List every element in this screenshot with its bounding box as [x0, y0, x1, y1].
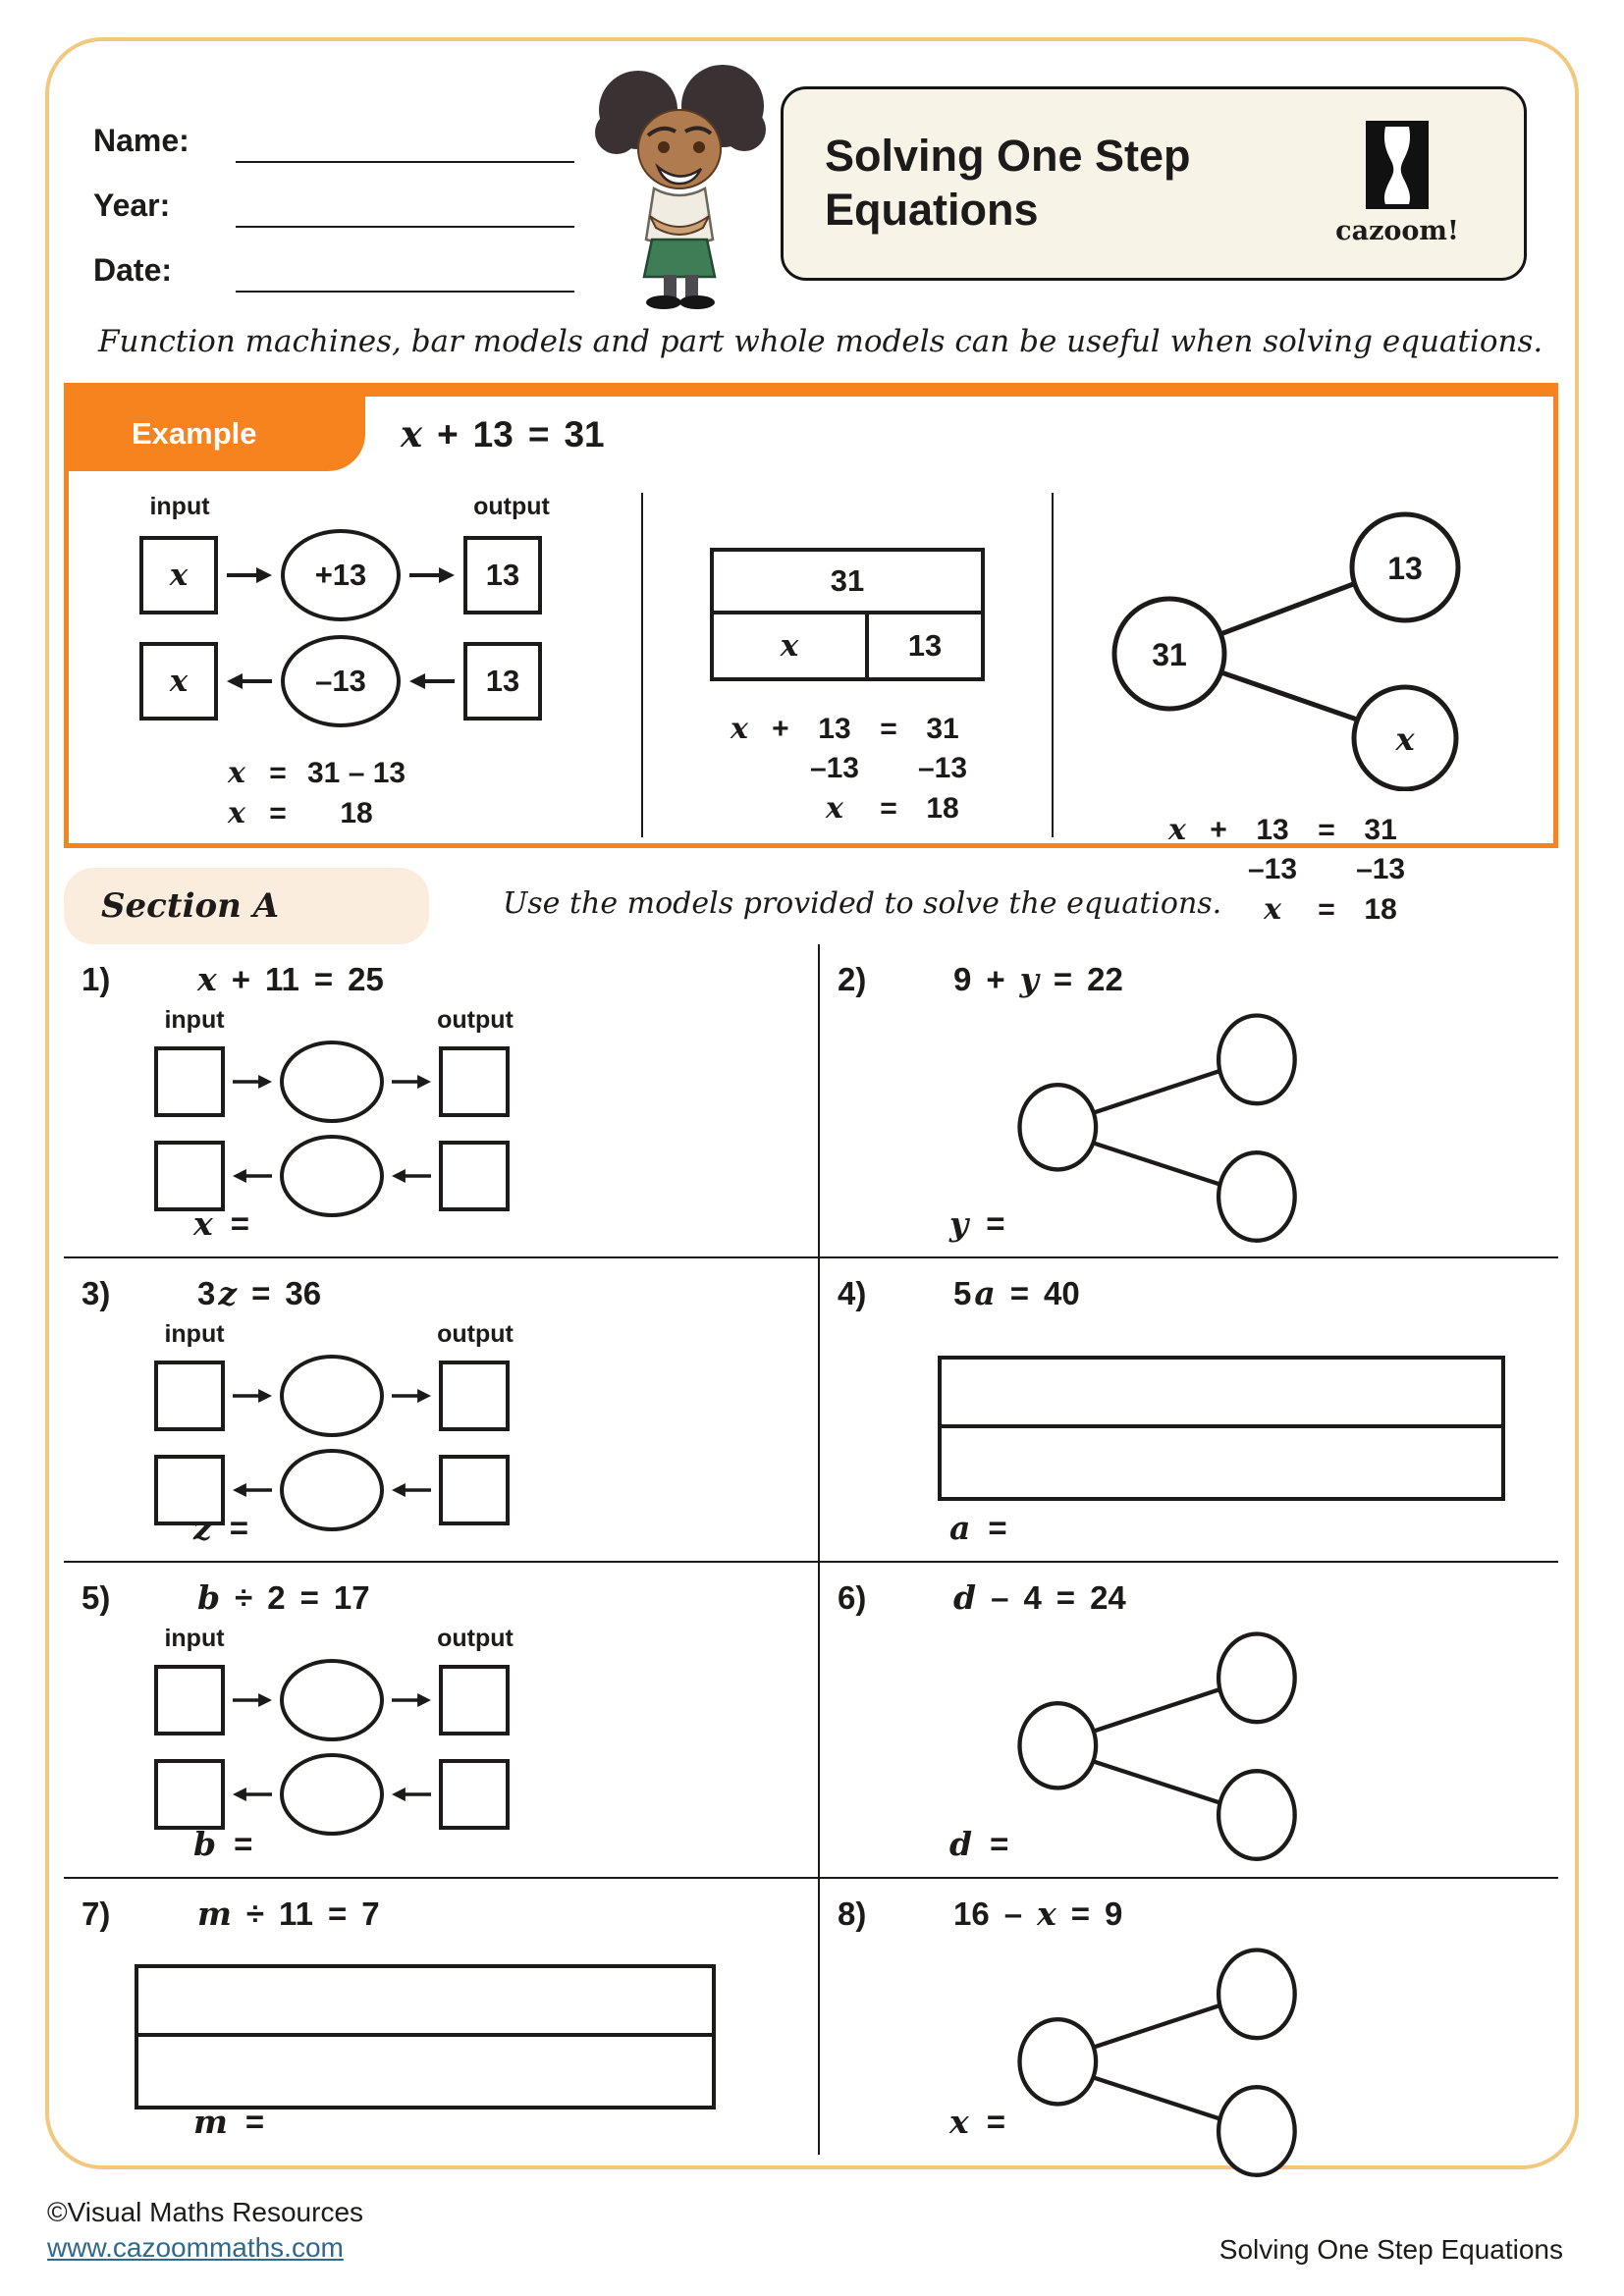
arrow-right-icon [392, 1691, 431, 1709]
bar-working: x + 13 = 31 –13 –13 x = 18 [730, 712, 968, 826]
arrow-left-icon [233, 1481, 272, 1499]
machine-output-box [439, 1046, 510, 1117]
svg-text:31: 31 [1152, 637, 1187, 672]
section-a-instruction: Use the models provided to solve the equations. [503, 886, 1222, 921]
answer-equals: = [234, 1826, 253, 1862]
bar-part: x [714, 614, 869, 677]
function-machine-blank [154, 1625, 818, 1836]
example-tab: Example [69, 397, 365, 471]
answer-line [949, 2103, 1005, 2141]
machine-input-box [154, 1361, 225, 1431]
part-whole-circle [1020, 1085, 1097, 1169]
bar-model [710, 548, 985, 681]
problem-equation: x + 11 = 25 [197, 960, 384, 998]
arrow-left-icon [233, 1786, 272, 1803]
problem-number: 2) [838, 961, 867, 997]
problem-cell [820, 944, 1558, 1258]
problem-model [64, 1964, 818, 2109]
machine-op-ellipse [280, 1449, 384, 1531]
answer-equals: = [230, 1205, 249, 1242]
svg-text:x: x [1395, 721, 1415, 758]
machine-output-box [439, 1759, 510, 1830]
problem-cell [64, 944, 820, 1258]
name-field-row [93, 98, 584, 163]
machine-working: x = 31 – 13 x = 18 [228, 756, 406, 830]
output-label: output [437, 1320, 514, 1348]
input-label: input [164, 1625, 225, 1652]
machine-input-box [154, 1046, 225, 1117]
machine-input-box: x [139, 536, 218, 614]
answer-line [193, 1825, 252, 1863]
problem-cell [64, 1879, 820, 2155]
input-label: input [149, 493, 210, 520]
intro-text: Function machines, bar models and part whole models can be useful when solving equations. [98, 324, 1543, 359]
part-whole-blank [965, 1619, 1387, 1864]
answer-line [949, 1509, 1007, 1547]
problem-equation: 16 – x = 9 [953, 1895, 1123, 1933]
machine-output-box [439, 1665, 510, 1735]
part-whole-circle [1218, 1016, 1295, 1104]
machine-output-box [439, 1141, 510, 1211]
answer-variable: x [949, 2103, 969, 2141]
answer-line [949, 1825, 1008, 1863]
logo-text: cazoom! [1335, 216, 1459, 246]
answer-variable: y [949, 1204, 969, 1243]
answer-equals: = [244, 2104, 265, 2140]
output-label: output [437, 1625, 514, 1652]
footer-doc-title: Solving One Step Equations [1218, 2234, 1563, 2265]
problem-model [820, 1356, 1558, 1501]
machine-op-ellipse: –13 [281, 635, 401, 727]
arrow-left-icon [233, 1167, 272, 1185]
year-field-line [236, 188, 574, 228]
arrow-right-icon [392, 1073, 431, 1091]
arrow-left-icon [392, 1481, 431, 1499]
machine-output-box: 13 [463, 536, 542, 614]
problem-model [64, 1320, 818, 1531]
answer-equals: = [986, 1205, 1005, 1242]
machine-backward-row [139, 635, 641, 727]
part-whole-circle [1020, 2019, 1097, 2104]
arrow-right-icon [227, 566, 272, 584]
part-whole-circle [1218, 2087, 1295, 2175]
function-machine-blank [154, 1320, 818, 1531]
title-box [781, 86, 1527, 281]
arrow-right-icon [409, 566, 455, 584]
arrow-right-icon [233, 1691, 272, 1709]
output-label: output [437, 1006, 514, 1034]
problem-equation: 3 z = 36 [197, 1274, 322, 1312]
answer-equals: = [990, 1826, 1009, 1862]
machine-input-box [154, 1759, 225, 1830]
machine-input-box [154, 1665, 225, 1735]
problem-number: 5) [81, 1579, 111, 1616]
date-field-label: Date: [93, 252, 173, 288]
problem-equation: d – 4 = 24 [953, 1578, 1126, 1617]
answer-line [193, 1509, 248, 1547]
problem-number: 3) [81, 1275, 111, 1311]
part-whole-circle [1218, 1634, 1295, 1723]
problem-equation: 5 a = 40 [953, 1274, 1080, 1312]
part-whole-blank [965, 1935, 1387, 2180]
function-machine-blank [154, 1006, 818, 1217]
part-whole-blank [965, 1000, 1387, 1246]
problem-cell [820, 1879, 1558, 2155]
arrow-right-icon [233, 1387, 272, 1405]
arrow-left-icon [227, 672, 272, 690]
machine-input-box: x [139, 642, 218, 721]
arrow-left-icon [409, 672, 455, 690]
problem-cell [64, 1258, 820, 1563]
logo-drum-icon [1366, 121, 1429, 209]
problem-cell [64, 1563, 820, 1879]
problem-model [64, 1625, 818, 1836]
bar-whole-cell [138, 1968, 712, 2037]
part-whole-circle [1020, 1703, 1097, 1788]
bar-part-cell [138, 2037, 712, 2106]
problem-equation: b ÷ 2 = 17 [197, 1578, 370, 1617]
answer-line [193, 1204, 249, 1243]
part-whole-circle [1218, 1950, 1295, 2039]
example-bar-model [641, 493, 1054, 837]
problems-grid [64, 944, 1558, 2155]
machine-op-ellipse [280, 1135, 384, 1217]
answer-equals: = [986, 2104, 1005, 2140]
year-field-row [93, 163, 584, 228]
bar-whole-cell [942, 1360, 1501, 1428]
problem-model [64, 1006, 818, 1217]
student-illustration [577, 59, 784, 314]
machine-op-ellipse: +13 [281, 529, 401, 621]
section-a-badge: Section A [64, 868, 429, 944]
machine-output-box [439, 1455, 510, 1525]
footer-copyright: ©Visual Maths Resources [47, 2197, 364, 2227]
input-label: input [164, 1006, 225, 1034]
machine-op-ellipse [280, 1659, 384, 1741]
problem-model [820, 998, 1558, 1251]
example-equation: x + 13 = 31 [401, 412, 605, 455]
problem-model [820, 1933, 1558, 2185]
arrow-left-icon [392, 1167, 431, 1185]
input-label: input [164, 1320, 225, 1348]
worksheet-title: Solving One Step Equations [825, 131, 1191, 235]
footer-link[interactable]: www.cazoommaths.com [47, 2232, 344, 2263]
name-field-line [236, 124, 574, 163]
header-fields [93, 98, 584, 293]
arrow-right-icon [392, 1387, 431, 1405]
bar-part-cell [942, 1428, 1501, 1497]
date-field-line [236, 253, 574, 293]
example-part-whole-model [1054, 493, 1553, 927]
problem-cell [820, 1258, 1558, 1563]
answer-variable: b [193, 1825, 217, 1863]
machine-output-box [439, 1361, 510, 1431]
part-whole-circle [1218, 1152, 1295, 1241]
date-field-row [93, 228, 584, 293]
problem-equation: m ÷ 11 = 7 [197, 1895, 380, 1933]
name-field-label: Name: [93, 123, 189, 158]
answer-line [193, 2103, 264, 2141]
bar-whole: 31 [714, 552, 981, 614]
machine-op-ellipse [280, 1355, 384, 1437]
problem-number: 7) [81, 1896, 111, 1932]
arrow-left-icon [392, 1786, 431, 1803]
problem-number: 4) [838, 1275, 867, 1311]
answer-line [949, 1204, 1004, 1243]
machine-op-ellipse [280, 1753, 384, 1836]
machine-op-ellipse [280, 1041, 384, 1123]
answer-equals: = [229, 1510, 249, 1546]
answer-variable: d [949, 1825, 973, 1863]
bar-part: 13 [907, 628, 943, 663]
part-whole-diagram [1071, 497, 1541, 791]
machine-input-box [154, 1141, 225, 1211]
answer-variable: x [193, 1204, 213, 1243]
bar-model-blank [938, 1356, 1505, 1501]
answer-variable: a [949, 1509, 971, 1547]
problem-equation: 9 + y = 22 [953, 960, 1123, 998]
part-whole-circle [1218, 1771, 1295, 1859]
problem-number: 1) [81, 961, 111, 997]
bar-model-blank [135, 1964, 716, 2109]
answer-variable: m [193, 2103, 228, 2141]
problem-number: 6) [838, 1579, 867, 1616]
problem-number: 8) [838, 1896, 867, 1932]
answer-equals: = [988, 1510, 1007, 1546]
output-label: output [473, 493, 550, 520]
answer-variable: z [193, 1509, 212, 1547]
machine-output-box: 13 [463, 642, 542, 721]
example-function-machine [69, 493, 641, 837]
cazoom-logo [1324, 121, 1471, 246]
part-whole-working: x + 13 = 31 –13 –13 x = 18 [1168, 813, 1406, 927]
problem-model [820, 1617, 1558, 1869]
arrow-right-icon [233, 1073, 272, 1091]
svg-text:13: 13 [1387, 551, 1423, 586]
year-field-label: Year: [93, 187, 171, 223]
machine-forward-row [139, 529, 641, 621]
problem-cell [820, 1563, 1558, 1879]
